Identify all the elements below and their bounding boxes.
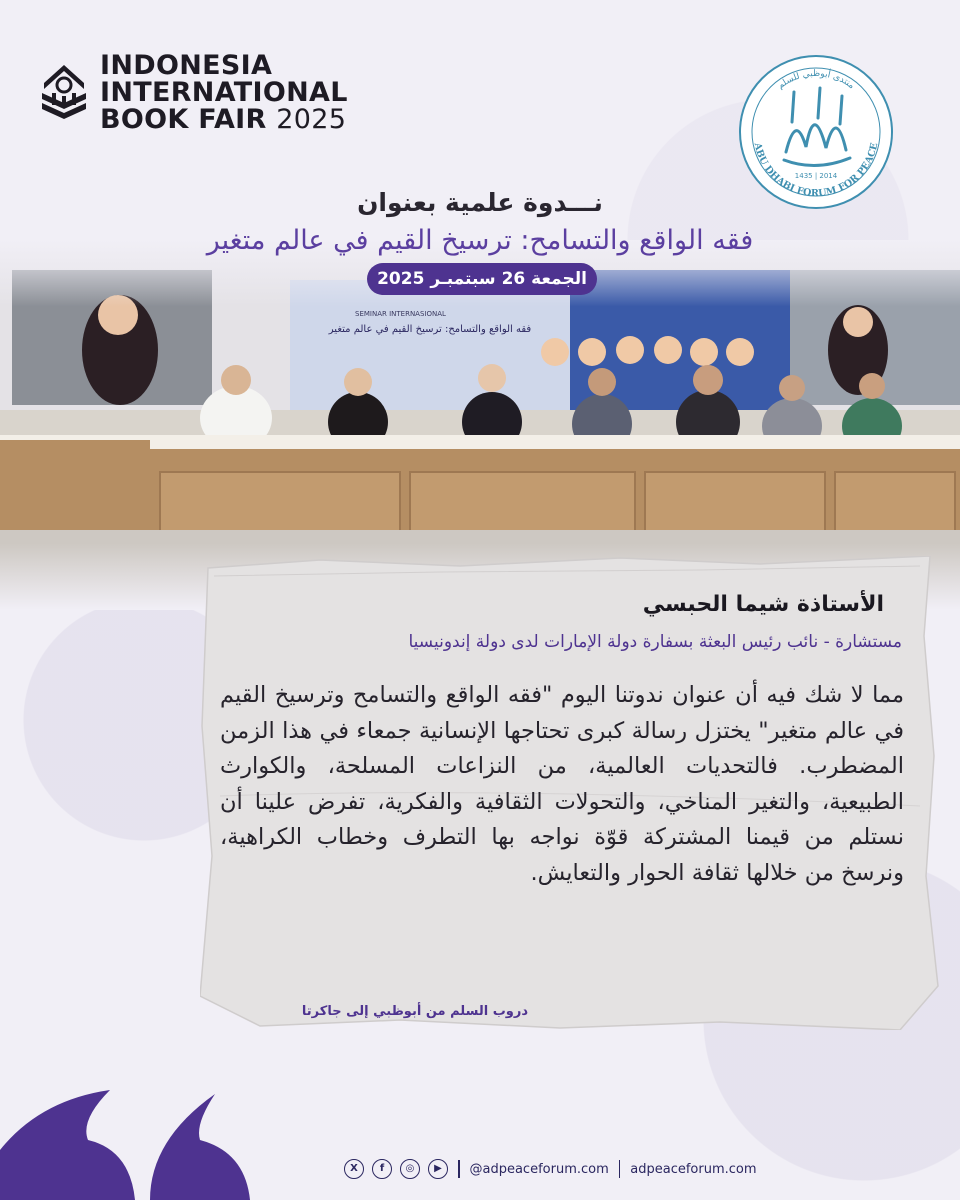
event-heading: نـــدوة علمية بعنوان [357,188,603,217]
fair-line-1: INDONESIA [100,50,273,81]
seal-arabic-text: منتدى أبوظبي للسلم [775,68,857,92]
footer-divider [458,1160,460,1178]
speaker-quote: مما لا شك فيه أن عنوان ندوتنا اليوم "فقه الواقع والتسامح وترسيخ القيم في عالم متغير" يختزل رسالة كبرى تحتاجها الإنسانية جمعاء في هذا الزمن المضطرب. فالتحديات العالمية، من النزاعات المسلحة، والكوارث الطبيعية، والتغير المناخي، والتحولات الثقافية والفكرية، تفرض علينا أن نستلم من قيمنا المشتركة قوّة نواجه بها التطرف وخطاب الكراهية، ونرسخ من خلالها ثقافة الحوار والتعايش. [220,682,904,886]
footer-social [344,1156,757,1182]
fair-line-2: INTERNATIONAL [100,77,348,108]
fair-line-3: BOOK FAIR [100,104,267,135]
event-title: فقه الواقع والتسامح: ترسيخ القيم في عالم متغير [206,225,754,256]
event-date-badge: الجمعة 26 سبتمبـر 2025 [367,263,597,295]
quote-marks-icon [0,1080,300,1200]
seal-english-text: ABU DHABI FORUM FOR PEACE [751,141,881,200]
x-icon[interactable]: X [344,1159,364,1179]
book-fair-logo [38,52,348,133]
instagram-icon[interactable]: ◎ [400,1159,420,1179]
social-handle[interactable]: @adpeaceforum.com [469,1161,609,1177]
seminar-photo [0,240,960,610]
facebook-icon[interactable]: f [372,1159,392,1179]
quote-card [200,556,940,1030]
fair-year: 2025 [276,104,347,135]
book-fair-emblem-icon [38,63,90,123]
footer-divider [619,1160,621,1178]
event-titles [180,186,780,260]
speaker-role: مستشارة - نائب رئيس البعثة بسفارة دولة الإمارات لدى دولة إندونيسيا [408,632,902,652]
speaker-name: الأستاذة شيما الحبسي [642,592,884,617]
seal-years: 1435 | 2014 [794,172,838,180]
campaign-tagline: دروب السلم من أبوظبي إلى جاكرتا [301,1004,528,1019]
youtube-icon[interactable]: ▶ [428,1159,448,1179]
website-link[interactable]: adpeaceforum.com [630,1161,757,1177]
